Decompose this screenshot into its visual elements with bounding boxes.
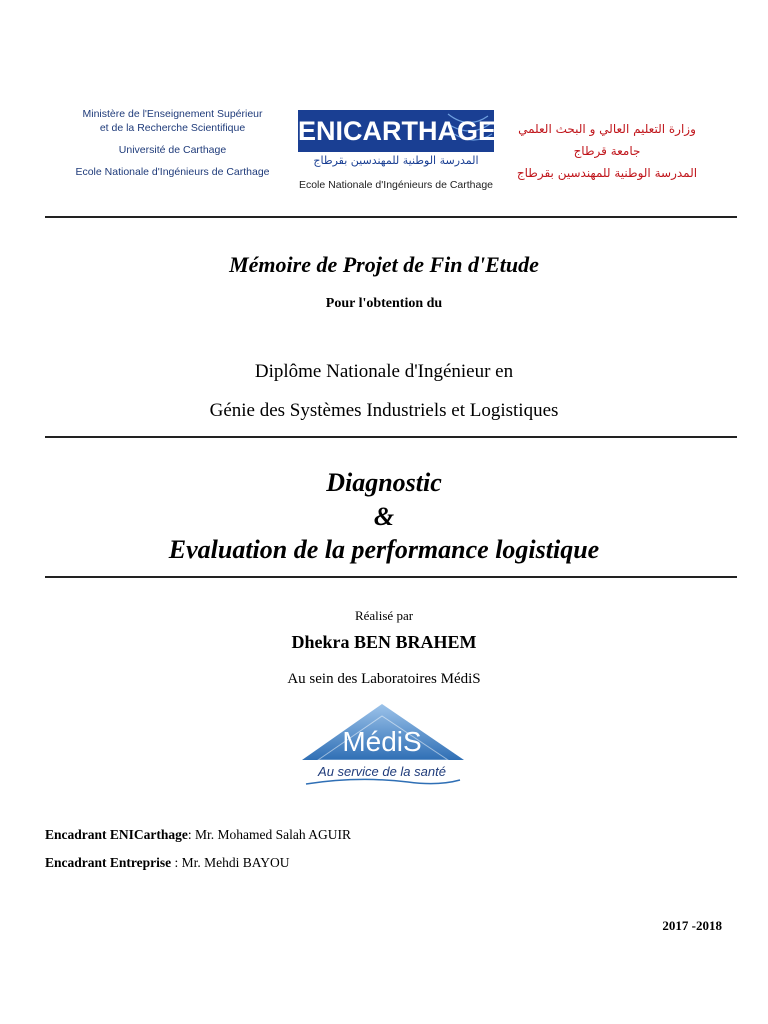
diplome-line-2: Génie des Systèmes Industriels et Logistiques <box>209 400 559 421</box>
realise-par: Réalisé par <box>354 608 414 623</box>
title-line-2: & <box>373 502 395 531</box>
school-line: Ecole Nationale d'Ingénieurs de Carthage <box>75 166 270 178</box>
arabic-header <box>498 118 716 184</box>
divider-middle <box>45 436 737 438</box>
arabic-line-3: المدرسة الوطنية للمهندسين بقرطاج <box>516 166 698 180</box>
arabic-line-2: جامعة قرطاج <box>573 144 641 158</box>
arabic-line-1: وزارة التعليم العالي و البحث العلمي <box>518 122 696 136</box>
encadrant-entreprise <box>45 855 290 871</box>
university-line: Université de Carthage <box>118 144 227 156</box>
ministry-line-1: Ministère de l'Enseignement Supérieur <box>82 108 263 120</box>
encadrant-entreprise-label: Encadrant Entreprise <box>45 855 172 870</box>
encadrant-enicarthage <box>45 827 351 843</box>
medis-logo <box>298 702 466 790</box>
logo-subtitle: Ecole Nationale d'Ingénieurs de Carthage <box>298 179 494 191</box>
ministry-line-2: et de la Recherche Scientifique <box>99 122 246 134</box>
logo-brand-text: ENICARTHAGE <box>298 116 497 146</box>
divider-top <box>45 216 737 218</box>
academic-year: 2017 -2018 <box>662 918 722 933</box>
ministry-header <box>60 107 285 179</box>
title-line-1: Diagnostic <box>326 468 442 497</box>
lab-line: Au sein des Laboratoires MédiS <box>287 671 481 687</box>
author-name: Dhekra BEN BRAHEM <box>291 632 477 652</box>
pour-obtention: Pour l'obtention du <box>325 296 443 311</box>
medis-logo-name: MédiS <box>342 726 422 757</box>
medis-logo-tagline: Au service de la santé <box>318 764 446 779</box>
divider-bottom <box>45 576 737 578</box>
encadrant-entreprise-value: : Mr. Mehdi BAYOU <box>171 855 290 870</box>
title-line-3: Evaluation de la performance logistique <box>168 535 600 564</box>
encadrant-enicarthage-value: : Mr. Mohamed Salah AGUIR <box>187 827 352 842</box>
encadrant-enicarthage-label: Encadrant ENICarthage <box>45 827 188 842</box>
logo-arabic-text: المدرسة الوطنية للمهندسين بقرطاج <box>313 154 479 167</box>
diplome-line-1: Diplôme Nationale d'Ingénieur en <box>254 361 514 382</box>
memoire-heading: Mémoire de Projet de Fin d'Etude <box>229 252 539 277</box>
